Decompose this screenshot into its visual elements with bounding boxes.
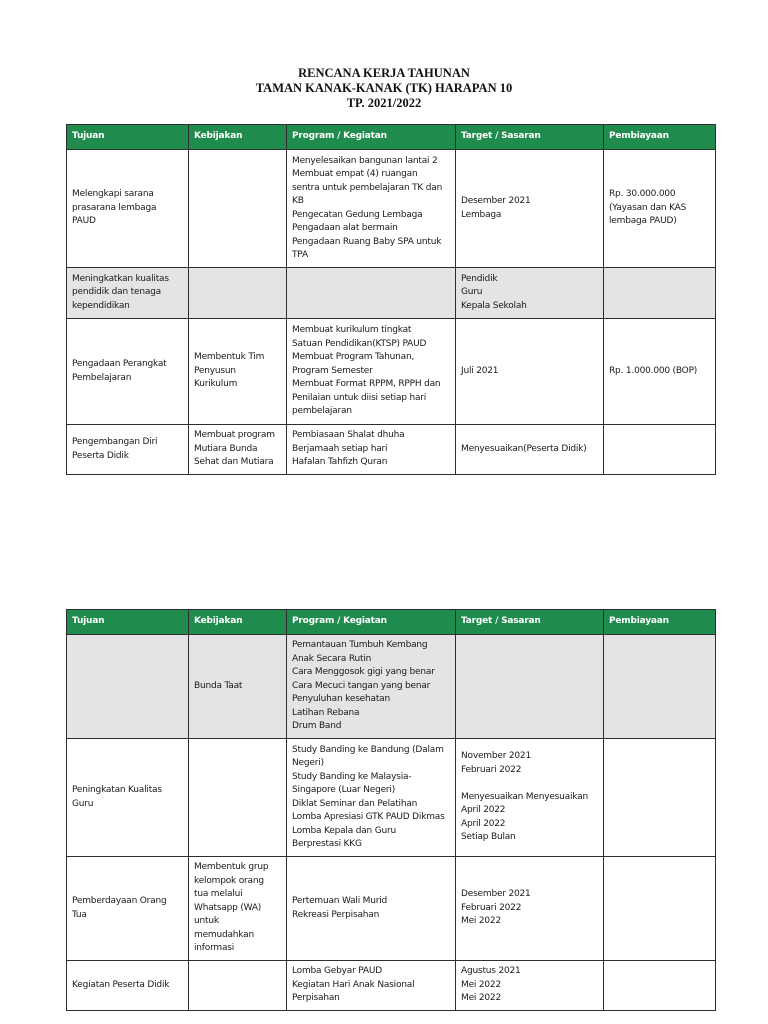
table-row xyxy=(67,635,716,739)
cell-target: Juli 2021 xyxy=(456,319,604,425)
cell-kebijakan xyxy=(189,739,287,857)
title-line-1: RENCANA KERJA TAHUNAN xyxy=(298,66,470,80)
cell-kebijakan xyxy=(189,268,287,319)
cell-tujuan: Pengembangan Diri Peserta Didik xyxy=(67,425,189,475)
header-program: Program / Kegiatan xyxy=(287,610,456,635)
table-row xyxy=(67,268,716,319)
table-row xyxy=(67,150,716,268)
work-plan-table-2 xyxy=(66,609,716,1011)
cell-target: Pendidik Guru Kepala Sekolah xyxy=(456,268,604,319)
title-line-2: TAMAN KANAK-KANAK (TK) HARAPAN 10 xyxy=(255,81,513,95)
header-target: Target / Sasaran xyxy=(456,125,604,150)
cell-pembiayaan xyxy=(604,425,716,475)
table-row xyxy=(67,961,716,1011)
header-kebijakan: Kebijakan xyxy=(189,610,287,635)
table-row xyxy=(67,857,716,961)
cell-tujuan: Meningkatkan kualitas pendidik dan tenaga kependidikan xyxy=(67,268,189,319)
cell-program: Membuat kurikulum tingkat Satuan Pendidikan(KTSP) PAUD Membuat Program Tahunan, Program Semester Membuat Format RPPM, RPPH dan Penilaian untuk diisi setiap hari pembelajaran xyxy=(287,319,456,425)
cell-kebijakan: Membentuk grup kelompok orang tua melalui Whatsapp (WA) untuk memudahkan informasi xyxy=(189,857,287,961)
table-row xyxy=(67,425,716,475)
table-header-row xyxy=(67,125,716,150)
cell-pembiayaan: Rp. 1.000.000 (BOP) xyxy=(604,319,716,425)
cell-program: Menyelesaikan bangunan lantai 2 Membuat empat (4) ruangan sentra untuk pembelajaran TK dan KB Pengecatan Gedung Lembaga Pengadaan alat bermain Pengadaan Ruang Baby SPA untuk TPA xyxy=(287,150,456,268)
cell-pembiayaan xyxy=(604,739,716,857)
cell-target: November 2021 Februari 2022 Menyesuaikan Menyesuaikan April 2022 April 2022 Setiap Bulan xyxy=(456,739,604,857)
cell-tujuan: Pemberdayaan Orang Tua xyxy=(67,857,189,961)
header-target: Target / Sasaran xyxy=(456,610,604,635)
cell-kebijakan: Membuat program Mutiara Bunda Sehat dan Mutiara xyxy=(189,425,287,475)
cell-pembiayaan xyxy=(604,268,716,319)
cell-target: Desember 2021 Februari 2022 Mei 2022 xyxy=(456,857,604,961)
cell-kebijakan xyxy=(189,961,287,1011)
cell-target: Agustus 2021 Mei 2022 Mei 2022 xyxy=(456,961,604,1011)
document-title xyxy=(0,66,768,111)
cell-target xyxy=(456,635,604,739)
table-header-row xyxy=(67,610,716,635)
header-program: Program / Kegiatan xyxy=(287,125,456,150)
cell-pembiayaan xyxy=(604,857,716,961)
table-row xyxy=(67,319,716,425)
header-kebijakan: Kebijakan xyxy=(189,125,287,150)
cell-target: Desember 2021 Lembaga xyxy=(456,150,604,268)
cell-program: Pertemuan Wali Murid Rekreasi Perpisahan xyxy=(287,857,456,961)
cell-tujuan: Melengkapi sarana prasarana lembaga PAUD xyxy=(67,150,189,268)
cell-pembiayaan xyxy=(604,961,716,1011)
header-tujuan: Tujuan xyxy=(67,610,189,635)
cell-program: Lomba Gebyar PAUD Kegiatan Hari Anak Nasional Perpisahan xyxy=(287,961,456,1011)
cell-program: Pemantauan Tumbuh Kembang Anak Secara Rutin Cara Menggosok gigi yang benar Cara Mecuci tangan yang benar Penyuluhan kesehatan Latihan Rebana Drum Band xyxy=(287,635,456,739)
header-pembiayaan: Pembiayaan xyxy=(604,610,716,635)
cell-kebijakan xyxy=(189,150,287,268)
table-row xyxy=(67,739,716,857)
cell-kebijakan: Membentuk Tim Penyusun Kurikulum xyxy=(189,319,287,425)
cell-target: Menyesuaikan(Peserta Didik) xyxy=(456,425,604,475)
cell-program xyxy=(287,268,456,319)
cell-pembiayaan: Rp. 30.000.000 (Yayasan dan KAS lembaga PAUD) xyxy=(604,150,716,268)
cell-tujuan xyxy=(67,635,189,739)
header-pembiayaan: Pembiayaan xyxy=(604,125,716,150)
cell-program: Study Banding ke Bandung (Dalam Negeri) Study Banding ke Malaysia- Singapore (Luar Negeri) Diklat Seminar dan Pelatihan Lomba Apresiasi GTK PAUD Dikmas Lomba Kepala dan Guru Berprestasi KKG xyxy=(287,739,456,857)
work-plan-table-1 xyxy=(66,124,716,475)
cell-tujuan: Pengadaan Perangkat Pembelajaran xyxy=(67,319,189,425)
cell-program: Pembiasaan Shalat dhuha Berjamaah setiap hari Hafalan Tahfizh Quran xyxy=(287,425,456,475)
header-tujuan: Tujuan xyxy=(67,125,189,150)
cell-tujuan: Kegiatan Peserta Didik xyxy=(67,961,189,1011)
title-line-3: TP. 2021/2022 xyxy=(346,96,422,110)
cell-tujuan: Peningkatan Kualitas Guru xyxy=(67,739,189,857)
cell-kebijakan: Bunda Taat xyxy=(189,635,287,739)
cell-pembiayaan xyxy=(604,635,716,739)
